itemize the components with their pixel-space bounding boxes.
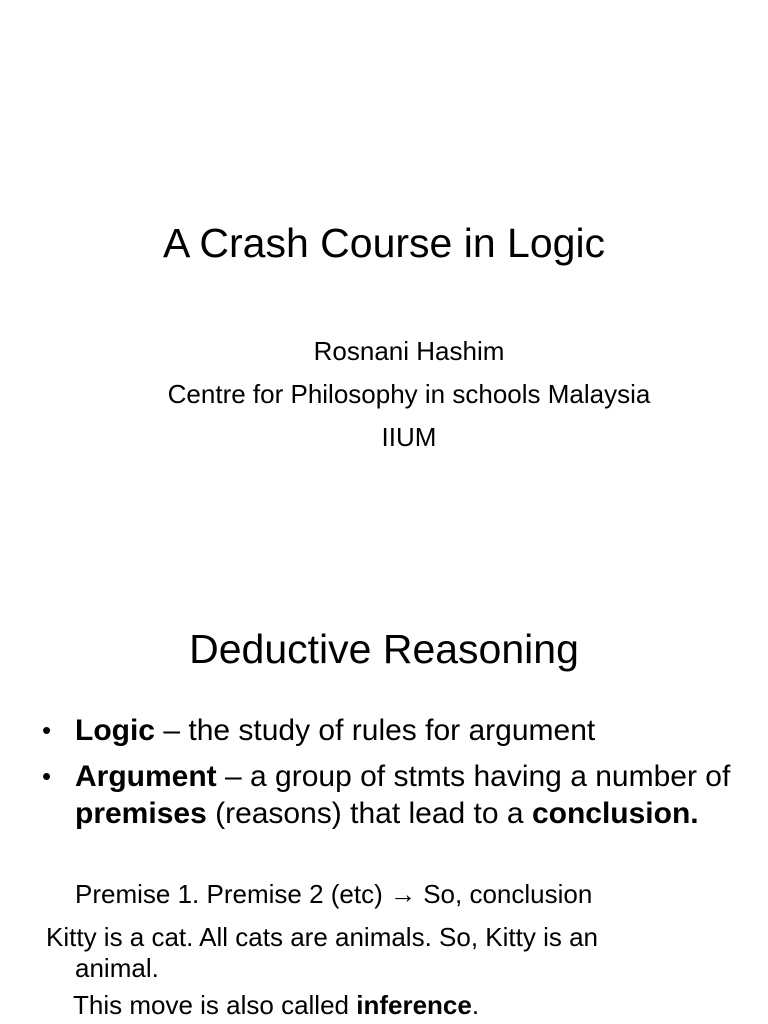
term-logic: Logic [75, 714, 155, 747]
term-argument: Argument [75, 760, 217, 793]
slide-title: Deductive Reasoning [189, 626, 579, 672]
example-line-1: Kitty is a cat. All cats are animals. So, Kitty is an [46, 922, 598, 952]
term-inference: inference [356, 990, 472, 1020]
term-premises: premises [75, 797, 207, 830]
author-institution: IIUM [381, 422, 437, 452]
inference-text: This move is also called [73, 990, 357, 1020]
definition-argument-middle: (reasons) that lead to a [206, 797, 532, 830]
author-block [45, 330, 768, 459]
inference-end: . [471, 990, 480, 1020]
author-affiliation: Centre for Philosophy in schools Malaysia [167, 379, 651, 409]
content-slide [0, 512, 768, 1024]
bullet-icon: • [42, 761, 52, 791]
example-argument [46, 922, 746, 984]
bullet-icon: • [42, 715, 52, 745]
definition-argument-start: – a group of stmts having a number of [216, 760, 731, 793]
bullet-list [0, 712, 768, 841]
bullet-item-logic [0, 712, 768, 749]
bullet-item-argument [0, 758, 768, 832]
term-conclusion: conclusion. [531, 797, 699, 830]
definition-logic: – the study of rules for argument [155, 714, 596, 747]
presentation-title: A Crash Course in Logic [162, 220, 606, 266]
author-name: Rosnani Hashim [313, 336, 505, 366]
inference-note [73, 990, 479, 1021]
premise-pattern: Premise 1. Premise 2 (etc) → So, conclusion [75, 879, 593, 909]
example-line-2: animal. [75, 953, 159, 983]
